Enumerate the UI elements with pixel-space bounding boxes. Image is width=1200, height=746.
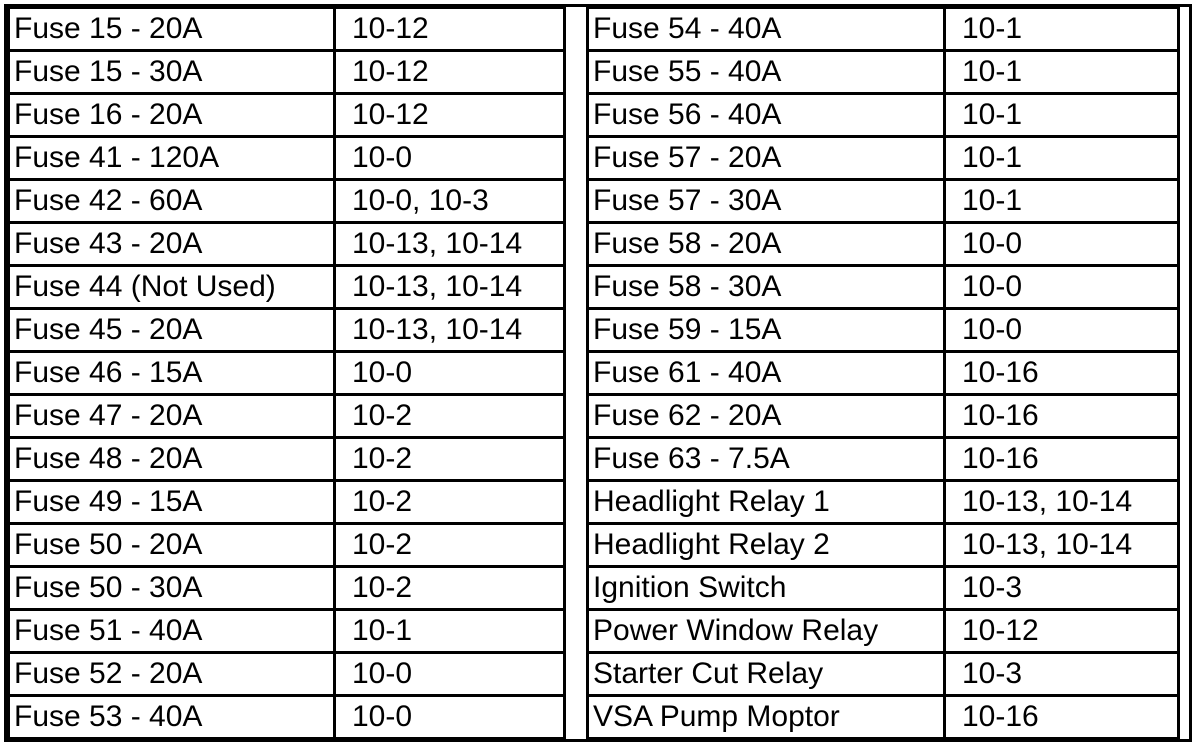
page-ref-cell: 10-0 — [945, 223, 1179, 266]
page-ref-cell: 10-13, 10-14 — [335, 223, 565, 266]
component-cell: Fuse 52 - 20A — [9, 653, 335, 696]
component-cell: Fuse 58 - 20A — [588, 223, 945, 266]
component-cell: Fuse 45 - 20A — [9, 309, 335, 352]
component-cell: Headlight Relay 2 — [588, 524, 945, 567]
page-ref-cell: 10-3 — [945, 567, 1179, 610]
component-cell: Fuse 55 - 40A — [588, 51, 945, 94]
page-ref-cell: 10-0 — [335, 696, 565, 739]
page-ref-cell: 10-1 — [945, 8, 1179, 51]
table-row — [588, 653, 1179, 696]
table-row — [9, 524, 565, 567]
table-row — [9, 438, 565, 481]
component-cell: Fuse 63 - 7.5A — [588, 438, 945, 481]
component-cell: Fuse 62 - 20A — [588, 395, 945, 438]
component-cell: Fuse 58 - 30A — [588, 266, 945, 309]
table-row — [588, 481, 1179, 524]
page-ref-cell: 10-13, 10-14 — [945, 481, 1179, 524]
table-row — [9, 137, 565, 180]
page-ref-cell: 10-1 — [945, 180, 1179, 223]
table-row — [9, 610, 565, 653]
component-cell: Fuse 15 - 20A — [9, 8, 335, 51]
page-ref-cell: 10-1 — [945, 137, 1179, 180]
page-ref-cell: 10-13, 10-14 — [335, 266, 565, 309]
page-ref-cell: 10-0, 10-3 — [335, 180, 565, 223]
component-cell: Fuse 41 - 120A — [9, 137, 335, 180]
table-row — [588, 8, 1179, 51]
page-ref-cell: 10-2 — [335, 438, 565, 481]
component-cell: Fuse 16 - 20A — [9, 94, 335, 137]
component-cell: Fuse 57 - 30A — [588, 180, 945, 223]
table-row — [9, 8, 565, 51]
table-row — [588, 137, 1179, 180]
page-ref-cell: 10-1 — [945, 94, 1179, 137]
component-cell: VSA Pump Moptor — [588, 696, 945, 739]
right-fuse-table — [586, 6, 1180, 740]
table-row — [588, 180, 1179, 223]
component-cell: Starter Cut Relay — [588, 653, 945, 696]
table-row — [9, 309, 565, 352]
table-row — [9, 352, 565, 395]
component-cell: Fuse 42 - 60A — [9, 180, 335, 223]
table-row — [588, 524, 1179, 567]
table-row — [588, 395, 1179, 438]
page-ref-cell: 10-12 — [335, 8, 565, 51]
left-fuse-table — [7, 6, 566, 740]
component-cell: Fuse 53 - 40A — [9, 696, 335, 739]
table-row — [9, 481, 565, 524]
right-table-body — [588, 8, 1179, 739]
table-row — [588, 567, 1179, 610]
component-cell: Fuse 57 - 20A — [588, 137, 945, 180]
table-row — [588, 223, 1179, 266]
table-row — [9, 266, 565, 309]
component-cell: Fuse 59 - 15A — [588, 309, 945, 352]
table-row — [588, 696, 1179, 739]
component-cell: Fuse 15 - 30A — [9, 51, 335, 94]
page-ref-cell: 10-13, 10-14 — [945, 524, 1179, 567]
page-ref-cell: 10-12 — [945, 610, 1179, 653]
component-cell: Fuse 50 - 30A — [9, 567, 335, 610]
page-ref-cell: 10-2 — [335, 524, 565, 567]
table-row — [9, 696, 565, 739]
page-ref-cell: 10-2 — [335, 481, 565, 524]
component-cell: Fuse 61 - 40A — [588, 352, 945, 395]
page-ref-cell: 10-0 — [945, 309, 1179, 352]
page-ref-cell: 10-1 — [335, 610, 565, 653]
table-row — [9, 223, 565, 266]
component-cell: Power Window Relay — [588, 610, 945, 653]
page-ref-cell: 10-12 — [335, 51, 565, 94]
component-cell: Fuse 44 (Not Used) — [9, 266, 335, 309]
table-row — [9, 653, 565, 696]
page-ref-cell: 10-16 — [945, 438, 1179, 481]
fuse-tables — [7, 6, 1180, 740]
page-ref-cell: 10-0 — [945, 266, 1179, 309]
page-ref-cell: 10-2 — [335, 567, 565, 610]
component-cell: Ignition Switch — [588, 567, 945, 610]
table-row — [588, 94, 1179, 137]
component-cell: Fuse 48 - 20A — [9, 438, 335, 481]
table-row — [588, 266, 1179, 309]
table-row — [588, 610, 1179, 653]
component-cell: Fuse 50 - 20A — [9, 524, 335, 567]
page-ref-cell: 10-16 — [945, 395, 1179, 438]
component-cell: Fuse 56 - 40A — [588, 94, 945, 137]
table-row — [588, 309, 1179, 352]
component-cell: Headlight Relay 1 — [588, 481, 945, 524]
component-cell: Fuse 43 - 20A — [9, 223, 335, 266]
page-ref-cell: 10-3 — [945, 653, 1179, 696]
table-row — [9, 94, 565, 137]
page-ref-cell: 10-2 — [335, 395, 565, 438]
left-table-body — [9, 8, 565, 739]
page-ref-cell: 10-12 — [335, 94, 565, 137]
table-row — [588, 438, 1179, 481]
component-cell: Fuse 46 - 15A — [9, 352, 335, 395]
table-row — [9, 180, 565, 223]
page-ref-cell: 10-0 — [335, 352, 565, 395]
page-ref-cell: 10-0 — [335, 653, 565, 696]
page-ref-cell: 10-13, 10-14 — [335, 309, 565, 352]
table-row — [9, 395, 565, 438]
component-cell: Fuse 51 - 40A — [9, 610, 335, 653]
page-ref-cell: 10-16 — [945, 352, 1179, 395]
component-cell: Fuse 49 - 15A — [9, 481, 335, 524]
table-row — [9, 567, 565, 610]
page-ref-cell: 10-1 — [945, 51, 1179, 94]
page-ref-cell: 10-16 — [945, 696, 1179, 739]
table-row — [588, 51, 1179, 94]
page-ref-cell: 10-0 — [335, 137, 565, 180]
component-cell: Fuse 54 - 40A — [588, 8, 945, 51]
table-row — [9, 51, 565, 94]
component-cell: Fuse 47 - 20A — [9, 395, 335, 438]
table-row — [588, 352, 1179, 395]
